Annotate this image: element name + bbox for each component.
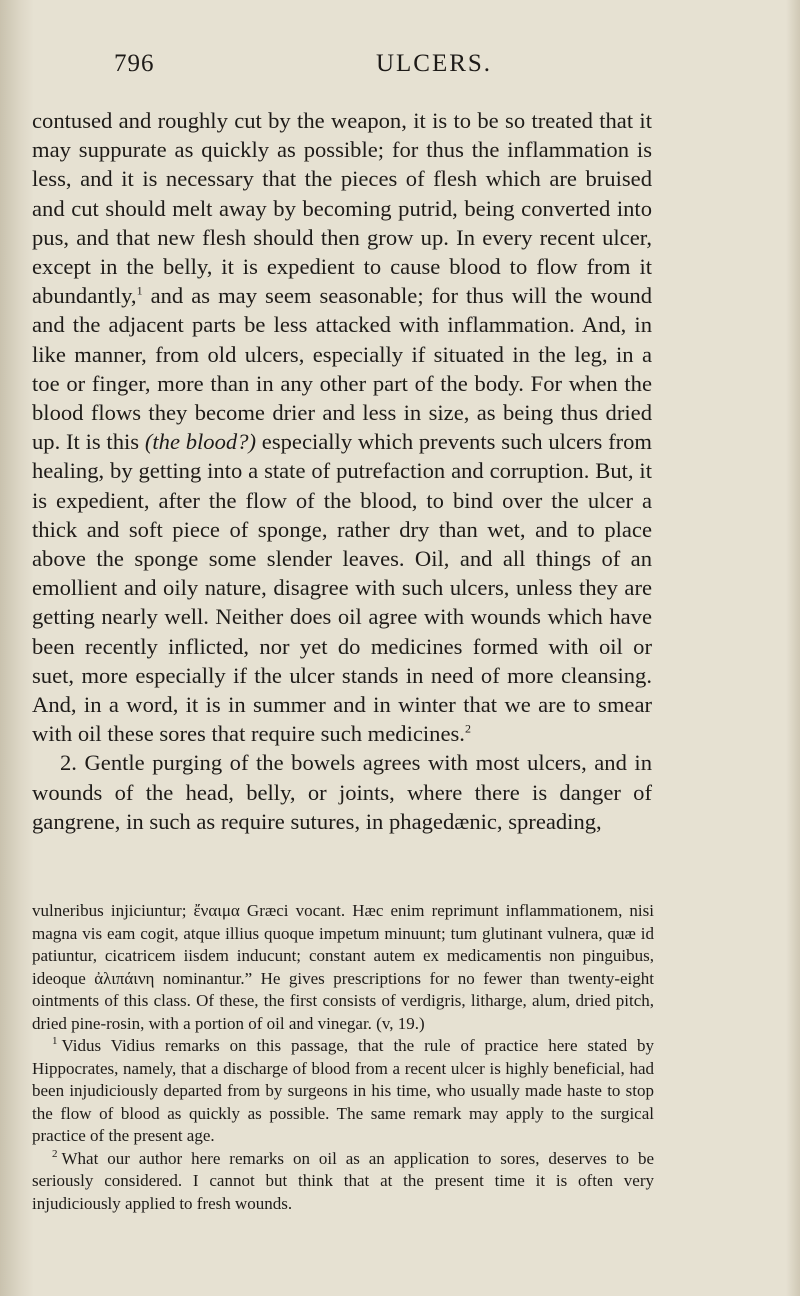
body-text-segment: and as may seem seasonable; for thus will the wound and the adjacent parts be less attacked with inflammation. And, in like manner, from old ulcers, especially if situated in the leg, in a toe or finger, more than in any other part of the body. For when the blood flows they become drier and less in size, as being thus dried up. It is this — [32, 283, 652, 455]
running-head: ULCERS. — [375, 50, 493, 77]
footnote-continuation: vulneribus injiciuntur; ἔναιμα Græci vocant. Hæc enim reprimunt inflammationem, nisi magna vis eam cogit, atque illius quoque impetum minuunt; tum glutinant vulnera, quæ id patiuntur, cicatricem iisdem inducunt; constant autem ex medicamentis non pinguibus, ideoque ἀλιπάινη nominantur.” He gives prescriptions for no fewer than twenty-eight ointments of this class. Of these, the first consists of verdigris, litharge, alum, dried pitch, dried pine-rosin, with a portion of oil and vinegar. (v, 19.) — [32, 901, 654, 1033]
page-gutter-right — [786, 0, 800, 1296]
footnote-2-text: What our author here remarks on oil as an application to sores, deserves to be seriously considered. I cannot but think that at the present time it is often very injudiciously applied to fresh wounds. — [32, 1148, 654, 1213]
body-text-segment: contused and roughly cut by the weapon, it is to be so treated that it may suppurate as quickly as possible; for thus the inflammation is less, and it is necessary that the pieces of flesh which are bruised and cut should melt away by becoming putrid, being converted into pus, and that new flesh should then grow up. In every recent ulcer, except in the belly, it is expedient to cause blood to flow from it abundantly, — [32, 108, 652, 309]
footnote-1-text: Vidus Vidius remarks on this passage, that the rule of practice here stated by Hippocrates, namely, that a discharge of blood from a recent ulcer is highly beneficial, had been injudiciously departed from by surgeons in his time, who usually made haste to stop the flow of blood as quickly as possible. The same remark may apply to the surgical practice of the present age. — [32, 1036, 654, 1145]
footnotes — [32, 900, 654, 1215]
footnote-2 — [32, 1148, 654, 1216]
footnote-1-mark: 1 — [52, 1035, 58, 1048]
book-page — [104, 0, 764, 100]
footnote-ref-1: 1 — [136, 283, 143, 298]
footnote-1 — [32, 1035, 654, 1148]
body-text-segment: especially which prevents such ulcers from healing, by getting into a state of putrefaction and corruption. But, it is expedient, after the flow of the blood, to bind over the ulcer a thick and soft piece of sponge, rather dry than wet, and to place above the sponge some slender leaves. Oil, and all things of an emollient and oily nature, disagree with such ulcers, unless they are getting nearly well. Neither does oil agree with wounds which have been recently inflicted, nor yet do medicines formed with oil or suet, more especially if the ulcer stands in need of more cleansing. And, in a word, it is in summer and in winter that we are to smear with oil these sores that require such medicines. — [32, 429, 653, 747]
body-italic-note: (the blood?) — [144, 429, 257, 455]
footnote-ref-2: 2 — [464, 721, 471, 736]
body-paragraph-1 — [32, 106, 652, 748]
main-text — [32, 106, 652, 836]
body-paragraph-2: 2. Gentle purging of the bowels agrees with most ulcers, and in wounds of the head, belly, or joints, where there is danger of gangrene, in such as require sutures, in phagedænic, spreading, — [32, 750, 652, 834]
page-gutter-left — [0, 0, 34, 1296]
page-header — [104, 0, 764, 100]
footnote-2-mark: 2 — [52, 1147, 58, 1160]
page-number: 796 — [114, 50, 155, 77]
